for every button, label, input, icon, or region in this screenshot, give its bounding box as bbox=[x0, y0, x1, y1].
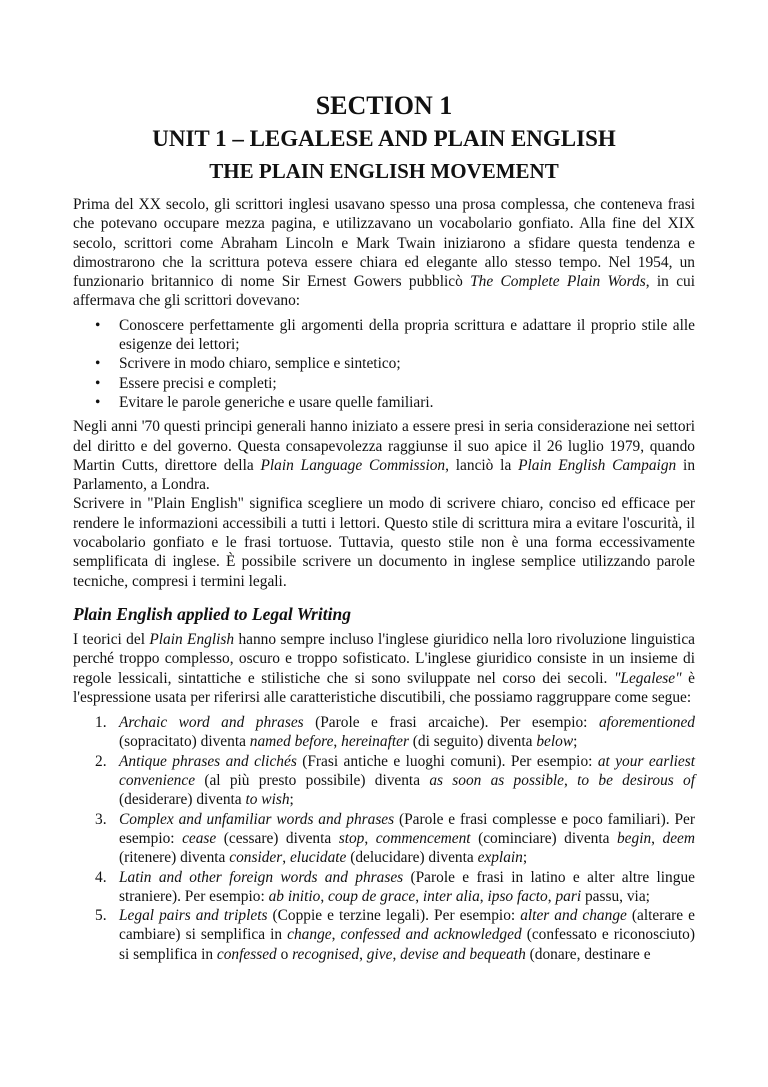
list-item: 3. Complex and unfamiliar words and phrases (Parole e frasi complesse e poco familiari). Per esempio: cease (cessare) diventa stop, commencement (cominciare) diventa begin, deem (ritenere) diventa consider, elucidate (delucidare) diventa explain; bbox=[95, 810, 695, 867]
intro-paragraph: Prima del XX secolo, gli scrittori inglesi usavano spesso una prosa complessa, che conteneva frasi che potevano occupare mezza pagina, e utilizzavano un vocabolario gonfiato. Alla fine del XIX secolo, scrittori come Abraham Lincoln e Mark Twain iniziarono a sfidare questa tendenza e dimostrarono che la scrittura poteva essere chiara ed elegante allo stesso tempo. Nel 1954, un funzionario britannico di nome Sir Ernest Gowers pubblicò The Complete Plain Words, in cui affermava che gli scrittori dovevano: bbox=[73, 196, 696, 310]
book-title: The Complete Plain Words bbox=[470, 273, 646, 291]
plain-english-paragraph: Scrivere in "Plain English" significa scegliere un modo di scrivere chiaro, conciso ed efficace per rendere le informazioni accessibili a tutti i lettori. Questo stile di scrittura mira a evitare l'oscurità, il vocabolario gonfiato e le frasi tortuose. Tuttavia, questo stile non è una forma eccessivamente semplificata di inglese. È possibile scrivere un documento in inglese semplice utilizzando parole tecniche, compresi i termini legali. bbox=[73, 495, 695, 590]
legal-paragraph: I teorici del Plain English hanno sempre incluso l'inglese giuridico nella loro rivoluzione linguistica perché troppo complesso, oscuro e troppo sofisticato. L'inglese giuridico consiste in un insieme di regole lessicali, sintattiche e stilistiche che si sono sviluppate nel corso dei secoli. "Legalese" è l'espressione usata per riferirsi alle caratteristiche discutibili, che possiamo raggruppare come segue: bbox=[73, 630, 695, 706]
unit-title: UNIT 1 – LEGALESE AND PLAIN ENGLISH bbox=[152, 126, 616, 151]
legal-writing-heading: Plain English applied to Legal Writing bbox=[73, 603, 351, 624]
document-page bbox=[73, 90, 695, 964]
list-item: • Scrivere in modo chiaro, semplice e sintetico; bbox=[95, 355, 401, 373]
seventies-paragraph: Negli anni '70 questi principi generali hanno iniziato a essere presi in seria considerazione nei settori del diritto e del governo. Questa consapevolezza raggiunse il suo apice il 26 luglio 1979, quando Martin Cutts, direttore della Plain Language Commission, lanciò la Plain English Campaign in Parlamento, a Londra. bbox=[73, 418, 696, 494]
list-item: 4. Latin and other foreign words and phrases (Parole e frasi in latino e alter altre lingue straniere). Per esempio: ab initio, coup de grace, inter alia, ipso facto, pari passu, via; bbox=[95, 868, 695, 905]
list-item: • Evitare le parole generiche e usare quelle familiari. bbox=[95, 393, 434, 411]
section-title: SECTION 1 bbox=[315, 91, 453, 120]
legalese-features-list bbox=[73, 713, 695, 964]
list-item: 1. Archaic word and phrases (Parole e frasi arcaiche). Per esempio: aforementioned (sopracitato) diventa named before, hereinafter (di seguito) diventa below; bbox=[95, 714, 695, 751]
movement-title: THE PLAIN ENGLISH MOVEMENT bbox=[209, 159, 559, 183]
list-item: 2. Antique phrases and clichés (Frasi antiche e luoghi comuni). Per esempio: at your earliest convenience (al più presto possibile) diventa as soon as possible, to be desirous of (desiderare) diventa to wish; bbox=[95, 752, 696, 809]
list-item: • Essere precisi e completi; bbox=[95, 374, 277, 392]
list-item: 5. Legal pairs and triplets (Coppie e terzine legali). Per esempio: alter and change (alterare e cambiare) si semplifica in change, confessed and acknowledged (confessato e riconosciuto) si semplifica in confessed o recognised, give, devise and bequeath (donare, destinare e bbox=[95, 907, 695, 963]
gowers-principles-list bbox=[73, 316, 695, 412]
list-item: • Conoscere perfettamente gli argomenti della propria scrittura e adattare il proprio stile alle esigenze dei lettori; bbox=[95, 316, 695, 354]
